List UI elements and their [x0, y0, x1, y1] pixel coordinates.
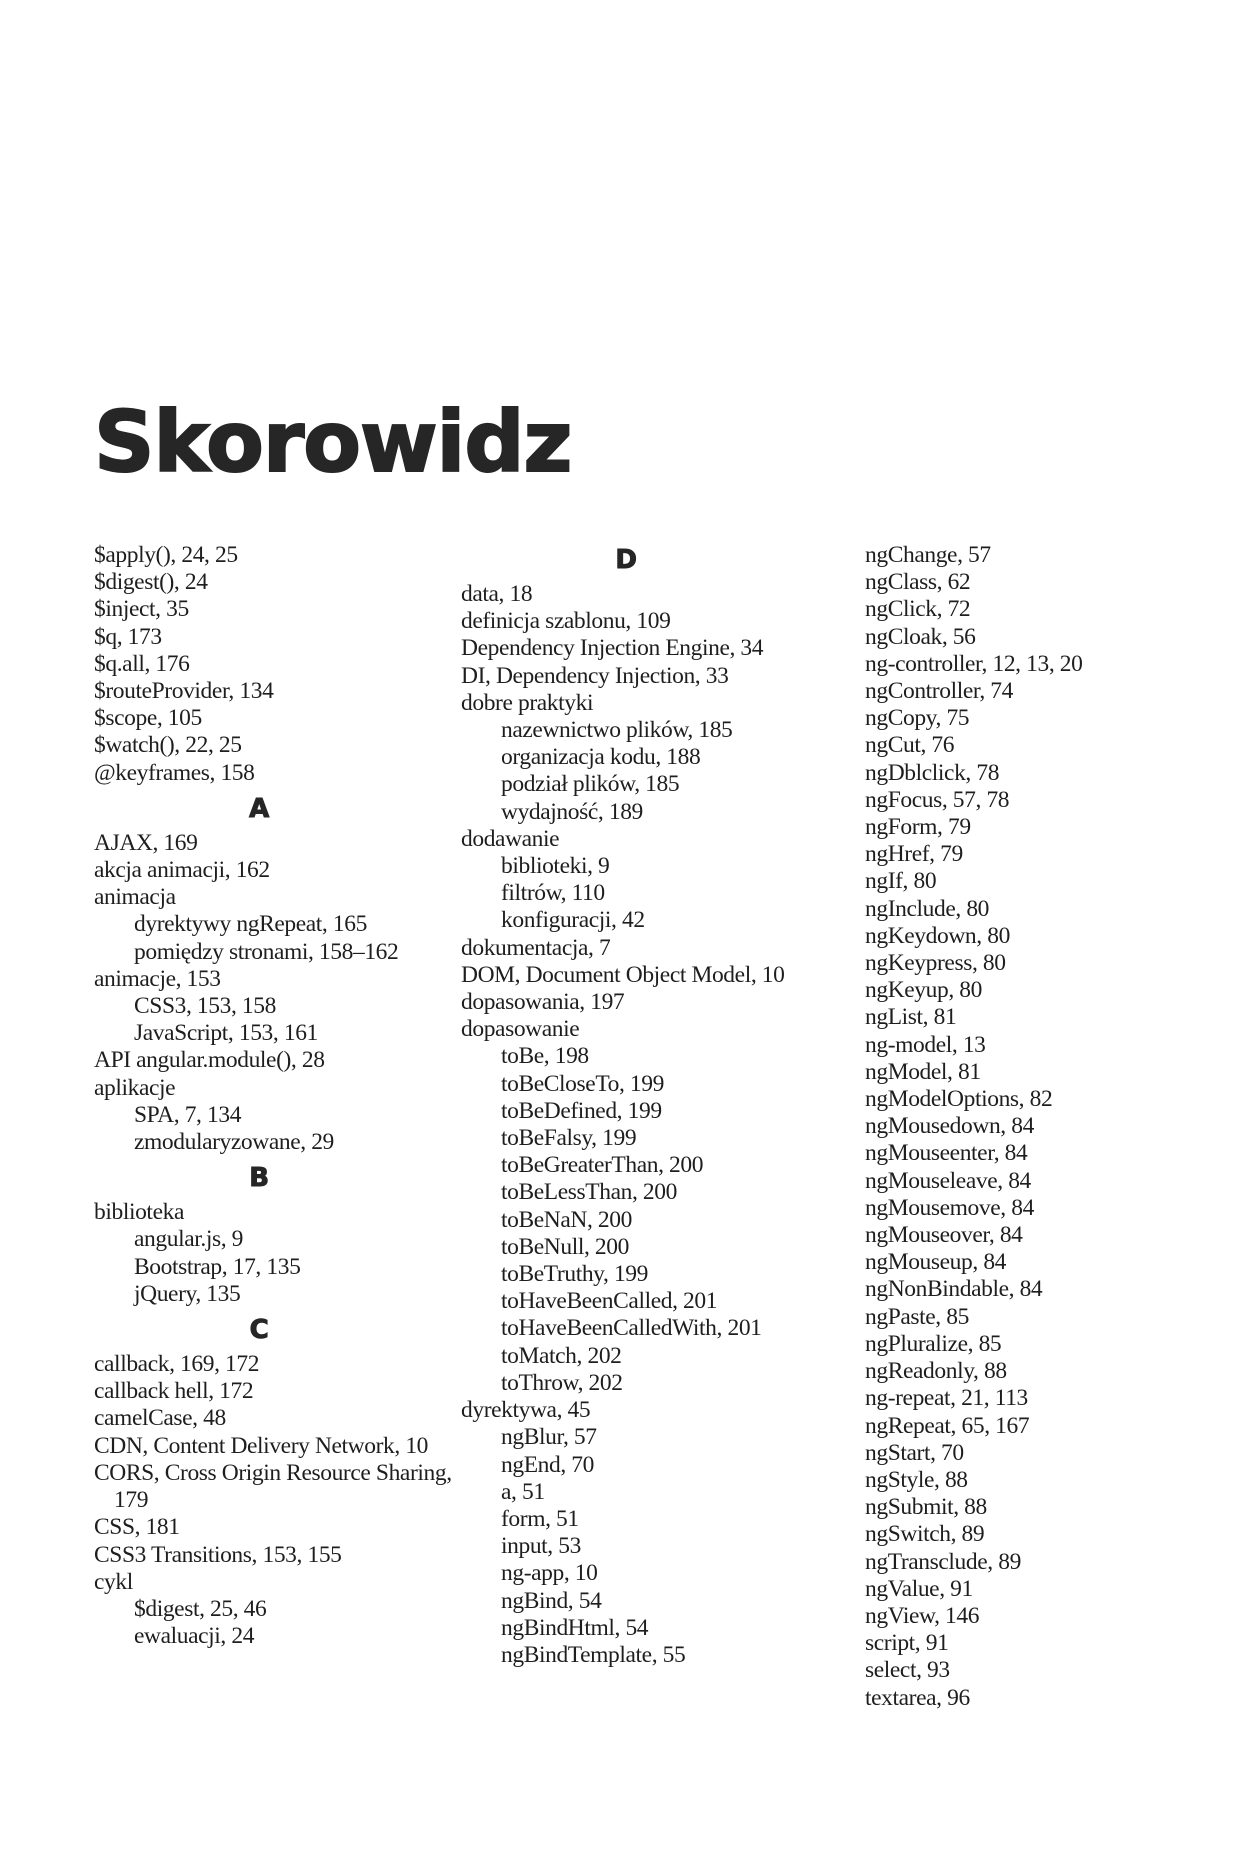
index-subentry: ngEnd, 70 [501, 1451, 595, 1478]
index-entry: DOM, Document Object Model, 10 [461, 961, 785, 988]
index-entry: animacja [94, 884, 176, 911]
index-entry: animacje, 153 [94, 965, 221, 992]
index-entry: callback hell, 172 [94, 1378, 254, 1405]
index-subentry: dyrektywy ngRepeat, 165 [134, 911, 367, 938]
index-subentry: toBe, 198 [501, 1043, 589, 1070]
index-subentry: CSS3, 153, 158 [134, 993, 276, 1020]
index-entry: $scope, 105 [94, 705, 202, 732]
index-entry: ngList, 81 [865, 1004, 957, 1031]
index-entry: ngInclude, 80 [865, 895, 990, 922]
section-letter-d: D [615, 545, 637, 575]
index-entry: script, 91 [865, 1630, 949, 1657]
index-entry: CSS, 181 [94, 1514, 180, 1541]
index-subentry: toBeTruthy, 199 [501, 1261, 648, 1288]
index-entry: ng-repeat, 21, 113 [865, 1385, 1028, 1412]
section-letter-b: B [249, 1163, 269, 1194]
index-entry: ngController, 74 [865, 678, 1014, 705]
index-subentry: jQuery, 135 [134, 1280, 241, 1307]
index-entry: $apply(), 24, 25 [94, 542, 238, 568]
index-subentry: zmodularyzowane, 29 [134, 1129, 334, 1156]
index-entry: ngDblclick, 78 [865, 759, 1000, 786]
index-entry: aplikacje [94, 1074, 176, 1101]
index-entry: ngMouseenter, 84 [865, 1140, 1028, 1167]
index-entry: $q.all, 176 [94, 650, 190, 677]
index-entry: ngCloak, 56 [865, 623, 976, 650]
index-subentry: konfiguracji, 42 [501, 907, 645, 934]
index-entry: $inject, 35 [94, 596, 189, 623]
index-entry: CDN, Content Delivery Network, 10 [94, 1432, 429, 1459]
index-entry: $routeProvider, 134 [94, 678, 274, 705]
index-entry: ngClass, 62 [865, 569, 971, 596]
index-subentry: biblioteki, 9 [501, 853, 610, 880]
index-subentry: toBeDefined, 199 [501, 1097, 662, 1124]
index-subentry: a, 51 [501, 1478, 545, 1505]
index-entry: textarea, 96 [865, 1684, 970, 1711]
index-subentry: ngBind, 54 [501, 1587, 602, 1614]
index-entry: akcja animacji, 162 [94, 857, 270, 884]
index-entry: CORS, Cross Origin Resource Sharing, 179 [94, 1459, 452, 1514]
index-subentry: ngBlur, 57 [501, 1424, 597, 1451]
index-entry: dopasowania, 197 [461, 989, 625, 1016]
index-subentry: ng-app, 10 [501, 1560, 598, 1587]
index-entry: ngReadonly, 88 [865, 1358, 1007, 1385]
index-entry: ngModelOptions, 82 [865, 1086, 1053, 1113]
index-entry: ngMouseup, 84 [865, 1249, 1007, 1276]
index-column-2 [461, 542, 831, 1669]
index-entry: ngCut, 76 [865, 732, 955, 759]
index-entry: data, 18 [461, 581, 533, 607]
index-subentry: SPA, 7, 134 [134, 1101, 242, 1128]
index-entry: @keyframes, 158 [94, 759, 255, 786]
index-subentry: toMatch, 202 [501, 1342, 622, 1369]
index-subentry: JavaScript, 153, 161 [134, 1020, 318, 1047]
index-entry: ngChange, 57 [865, 542, 991, 568]
index-entry: dodawanie [461, 825, 560, 852]
index-entry: ngMouseover, 84 [865, 1222, 1023, 1249]
index-subentry: toBeNaN, 200 [501, 1206, 632, 1233]
index-entry: ngKeydown, 80 [865, 922, 1010, 949]
index-entry: API angular.module(), 28 [94, 1047, 325, 1074]
index-entry: ngValue, 91 [865, 1575, 973, 1602]
index-entry: ngView, 146 [865, 1602, 980, 1629]
index-subentry: filtrów, 110 [501, 880, 605, 907]
index-entry: ngTransclude, 89 [865, 1548, 1021, 1575]
index-entry: ngSwitch, 89 [865, 1521, 985, 1548]
index-entry: cykl [94, 1568, 133, 1595]
index-column-1 [94, 542, 464, 1650]
index-entry: ngCopy, 75 [865, 705, 970, 732]
index-entry: select, 93 [865, 1657, 950, 1684]
index-subentry: toBeGreaterThan, 200 [501, 1152, 704, 1179]
index-entry: callback, 169, 172 [94, 1351, 260, 1378]
section-letter-c: C [249, 1315, 269, 1346]
index-entry: ngIf, 80 [865, 868, 937, 895]
index-entry: definicja szablonu, 109 [461, 608, 671, 635]
index-subentry: toHaveBeenCalledWith, 201 [501, 1315, 762, 1342]
index-subentry: toThrow, 202 [501, 1369, 623, 1396]
index-entry: Dependency Injection Engine, 34 [461, 635, 764, 662]
index-entry: ngSubmit, 88 [865, 1494, 987, 1521]
index-entry: camelCase, 48 [94, 1405, 226, 1432]
index-entry: ngMousemove, 84 [865, 1194, 1034, 1221]
index-entry: ngPluralize, 85 [865, 1330, 1002, 1357]
index-entry: ngModel, 81 [865, 1058, 981, 1085]
index-entry: ngClick, 72 [865, 596, 971, 623]
section-letter-a: A [249, 793, 269, 824]
index-entry: $q, 173 [94, 623, 162, 650]
index-subentry: input, 53 [501, 1533, 581, 1560]
index-subentry: form, 51 [501, 1505, 579, 1532]
index-entry: ngNonBindable, 84 [865, 1276, 1043, 1303]
index-entry: DI, Dependency Injection, 33 [461, 662, 729, 689]
index-entry: dobre praktyki [461, 689, 594, 716]
index-entry: $watch(), 22, 25 [94, 732, 242, 759]
index-entry: ngFocus, 57, 78 [865, 786, 1010, 813]
index-entry: ngKeyup, 80 [865, 977, 983, 1004]
index-entry: ngKeypress, 80 [865, 950, 1006, 977]
index-subentry: toBeCloseTo, 199 [501, 1070, 664, 1097]
index-entry: biblioteka [94, 1199, 184, 1226]
index-entry: ngForm, 79 [865, 814, 971, 841]
index-subentry: ewaluacji, 24 [134, 1623, 255, 1650]
index-entry: AJAX, 169 [94, 829, 198, 856]
page-title: Skorowidz [94, 393, 572, 491]
index-subentry: Bootstrap, 17, 135 [134, 1253, 301, 1280]
index-subentry: podział plików, 185 [501, 771, 680, 798]
index-subentry: ngBindTemplate, 55 [501, 1641, 686, 1668]
index-entry: ngMouseleave, 84 [865, 1167, 1031, 1194]
index-entry: ng-model, 13 [865, 1031, 986, 1058]
index-subentry: $digest, 25, 46 [134, 1595, 267, 1622]
index-subentry: toHaveBeenCalled, 201 [501, 1288, 718, 1315]
index-subentry: toBeFalsy, 199 [501, 1125, 637, 1152]
index-entry: ngRepeat, 65, 167 [865, 1412, 1030, 1439]
index-subentry: pomiędzy stronami, 158–162 [134, 938, 399, 965]
index-entry: ng-controller, 12, 13, 20 [865, 650, 1083, 677]
index-subentry: ngBindHtml, 54 [501, 1614, 649, 1641]
index-subentry: organizacja kodu, 188 [501, 744, 701, 771]
index-entry: dokumentacja, 7 [461, 934, 611, 961]
index-entry: $digest(), 24 [94, 569, 208, 596]
index-entry: CSS3 Transitions, 153, 155 [94, 1541, 342, 1568]
index-entry: ngStart, 70 [865, 1439, 964, 1466]
index-entry: dopasowanie [461, 1016, 580, 1043]
index-entry: ngMousedown, 84 [865, 1113, 1034, 1140]
index-entry: ngHref, 79 [865, 841, 963, 868]
index-entry: ngPaste, 85 [865, 1303, 969, 1330]
index-subentry: nazewnictwo plików, 185 [501, 717, 733, 744]
index-subentry: toBeNull, 200 [501, 1233, 629, 1260]
index-column-3 [865, 542, 1235, 1712]
index-entry: ngStyle, 88 [865, 1466, 968, 1493]
index-subentry: toBeLessThan, 200 [501, 1179, 677, 1206]
index-subentry: angular.js, 9 [134, 1226, 244, 1253]
index-entry: dyrektywa, 45 [461, 1397, 591, 1424]
index-subentry: wydajność, 189 [501, 798, 643, 825]
